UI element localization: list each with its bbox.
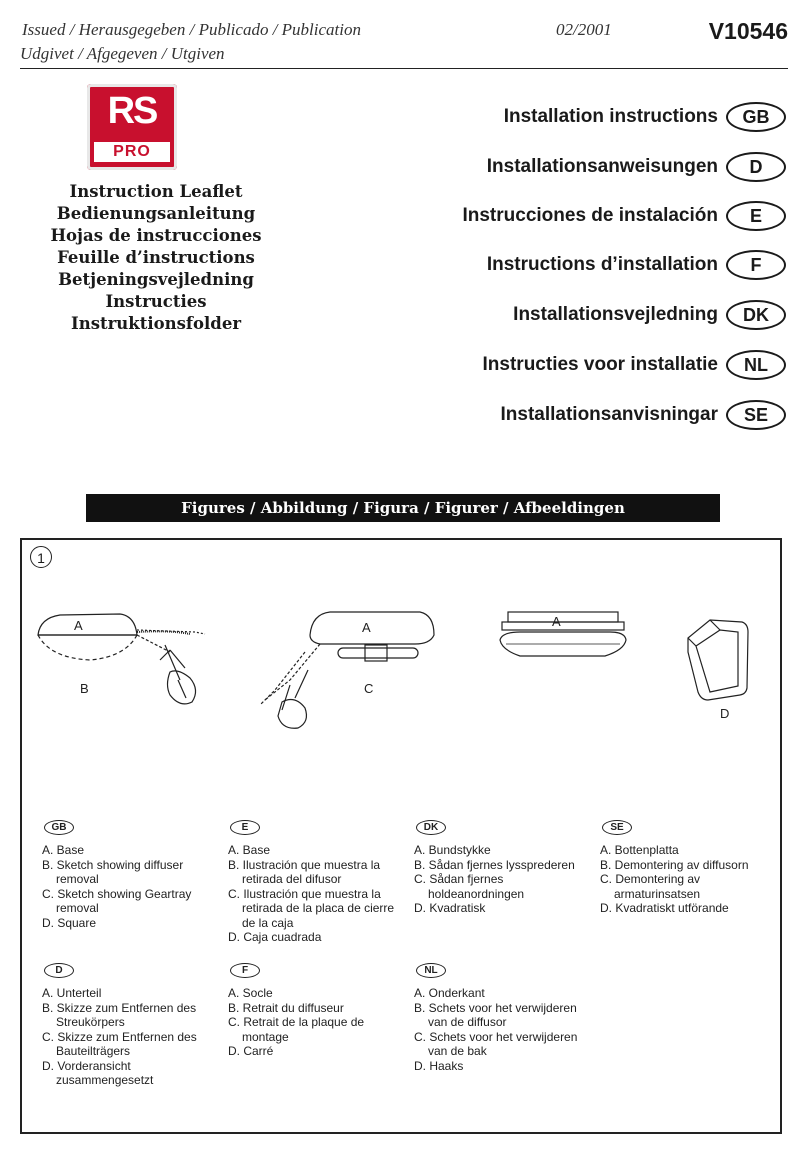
legend-item: C. Ilustración que muestra la retirada de la placa de cierre de la caja <box>228 886 395 930</box>
legend-item: D. Square <box>42 915 97 930</box>
language-badge: GB <box>726 102 786 132</box>
legend-item: D. Vorderansicht zusammengesetzt <box>42 1058 154 1087</box>
language-badge: DK <box>416 820 446 835</box>
leaflet-title: Instruction Leaflet <box>69 182 243 201</box>
legend-item: C. Retrait de la plaque de montage <box>228 1015 365 1044</box>
legend-item: B. Sådan fjernes lyssprederen <box>414 857 575 872</box>
language-badge: NL <box>416 963 446 978</box>
legend-item: B. Retrait du diffuseur <box>228 1000 344 1015</box>
legend-d <box>42 963 222 1088</box>
figure-label-b: B <box>80 681 89 696</box>
legend-e <box>228 820 408 945</box>
legend-item: C. Sådan fjernes holdeanordningen <box>414 872 525 901</box>
legend-item: A. Base <box>228 843 271 857</box>
installation-row-e <box>462 199 786 233</box>
installation-title: Installationsanvisningar <box>500 404 718 425</box>
installation-row-f <box>487 248 786 282</box>
installation-title: Instrucciones de instalación <box>462 205 718 226</box>
legend-item: C. Schets voor het verwijderen van de bak <box>414 1029 578 1058</box>
legend-item: B. Ilustración que muestra la retirada del difusor <box>228 857 381 886</box>
legend-item: C. Sketch showing Geartray removal <box>42 886 192 915</box>
language-badge: NL <box>726 350 786 380</box>
figure-label-d: D <box>720 706 730 721</box>
legend-item: A. Bundstykke <box>414 843 491 857</box>
figure-label-a: A <box>362 620 371 635</box>
language-badge: DK <box>726 300 786 330</box>
leaflet-title: Instructies <box>105 292 207 311</box>
language-badge: E <box>726 201 786 231</box>
figures-heading-bar: Figures / Abbildung / Figura / Figurer / Afbeeldingen <box>86 494 720 522</box>
figure-label-c: C <box>364 681 374 696</box>
legend-dk <box>414 820 594 916</box>
square-front-drawing <box>688 620 748 700</box>
installation-row-d <box>487 150 786 184</box>
rs-pro-logo <box>87 84 177 170</box>
installation-row-dk <box>513 298 786 332</box>
legend-item: B. Sketch showing diffuser removal <box>42 857 184 886</box>
legend-item: D. Kvadratiskt utförande <box>600 901 729 915</box>
leaflet-title: Bedienungsanleitung <box>56 204 256 223</box>
legend-item: B. Schets voor het verwijderen van de diffusor <box>414 1000 577 1029</box>
issue-date: 02/2001 <box>556 20 612 39</box>
issued-label-line2: Udgivet / Afgegeven / Utgiven <box>20 44 225 63</box>
legend-item: A. Onderkant <box>414 986 485 1000</box>
legend-se <box>600 820 780 916</box>
figure-number: 1 <box>30 546 52 568</box>
legend-item: D. Kvadratisk <box>414 901 486 915</box>
leaflet-title: Feuille d’instructions <box>57 248 255 267</box>
installation-title: Installation instructions <box>503 106 718 127</box>
language-badge: D <box>726 152 786 182</box>
legend-item: C. Demontering av armaturinsatsen <box>600 872 701 901</box>
document-number: V10546 <box>708 18 788 44</box>
leaflet-title: Hojas de instrucciones <box>50 226 262 245</box>
geartray-removal-drawing <box>260 612 434 728</box>
diffuser-removal-drawing <box>38 614 205 704</box>
language-badge: GB <box>44 820 74 835</box>
legend-item: B. Demontering av diffusorn <box>600 857 749 872</box>
issued-label: Issued / Herausgegeben / Publicado / Publication <box>22 20 361 39</box>
installation-title: Installationsanweisungen <box>486 156 718 177</box>
language-badge: F <box>726 250 786 280</box>
legend-item: A. Unterteil <box>42 986 102 1000</box>
figure-label-a: A <box>74 618 83 633</box>
language-badge: F <box>230 963 260 978</box>
installation-row-gb <box>504 100 786 134</box>
figure-label-a: A <box>552 614 561 629</box>
language-badge: SE <box>726 400 786 430</box>
language-badge: D <box>44 963 74 978</box>
installation-row-se <box>501 398 787 432</box>
side-view-drawing <box>500 612 626 656</box>
figure-illustrations <box>20 590 780 760</box>
legend-item: A. Bottenplatta <box>600 843 679 857</box>
logo-rs-text: RS <box>107 90 157 132</box>
leaflet-title: Betjeningsvejledning <box>58 270 254 289</box>
legend-item: A. Base <box>42 843 85 857</box>
legend-item: D. Caja cuadrada <box>228 930 322 944</box>
leaflet-title: Instruktionsfolder <box>70 314 242 333</box>
legend-item: C. Skizze zum Entfernen des Bauteilträgers <box>42 1029 197 1058</box>
legend-nl <box>414 963 594 1073</box>
installation-title: Instructions d’installation <box>486 254 718 275</box>
language-badge: E <box>230 820 260 835</box>
installation-row-nl <box>483 348 786 382</box>
legend-f <box>228 963 408 1059</box>
installation-title: Installationsvejledning <box>513 304 718 325</box>
header-divider <box>20 68 788 69</box>
legend-item: A. Socle <box>228 986 273 1000</box>
installation-title: Instructies voor installatie <box>482 354 718 375</box>
legend-gb <box>42 820 222 930</box>
legend-item: B. Skizze zum Entfernen des Streukörpers <box>42 1000 197 1029</box>
legend-item: D. Carré <box>228 1044 274 1058</box>
language-badge: SE <box>602 820 632 835</box>
leaflet-titles <box>20 181 292 335</box>
legend-item: D. Haaks <box>414 1058 464 1073</box>
logo-pro-text: PRO <box>94 142 170 162</box>
